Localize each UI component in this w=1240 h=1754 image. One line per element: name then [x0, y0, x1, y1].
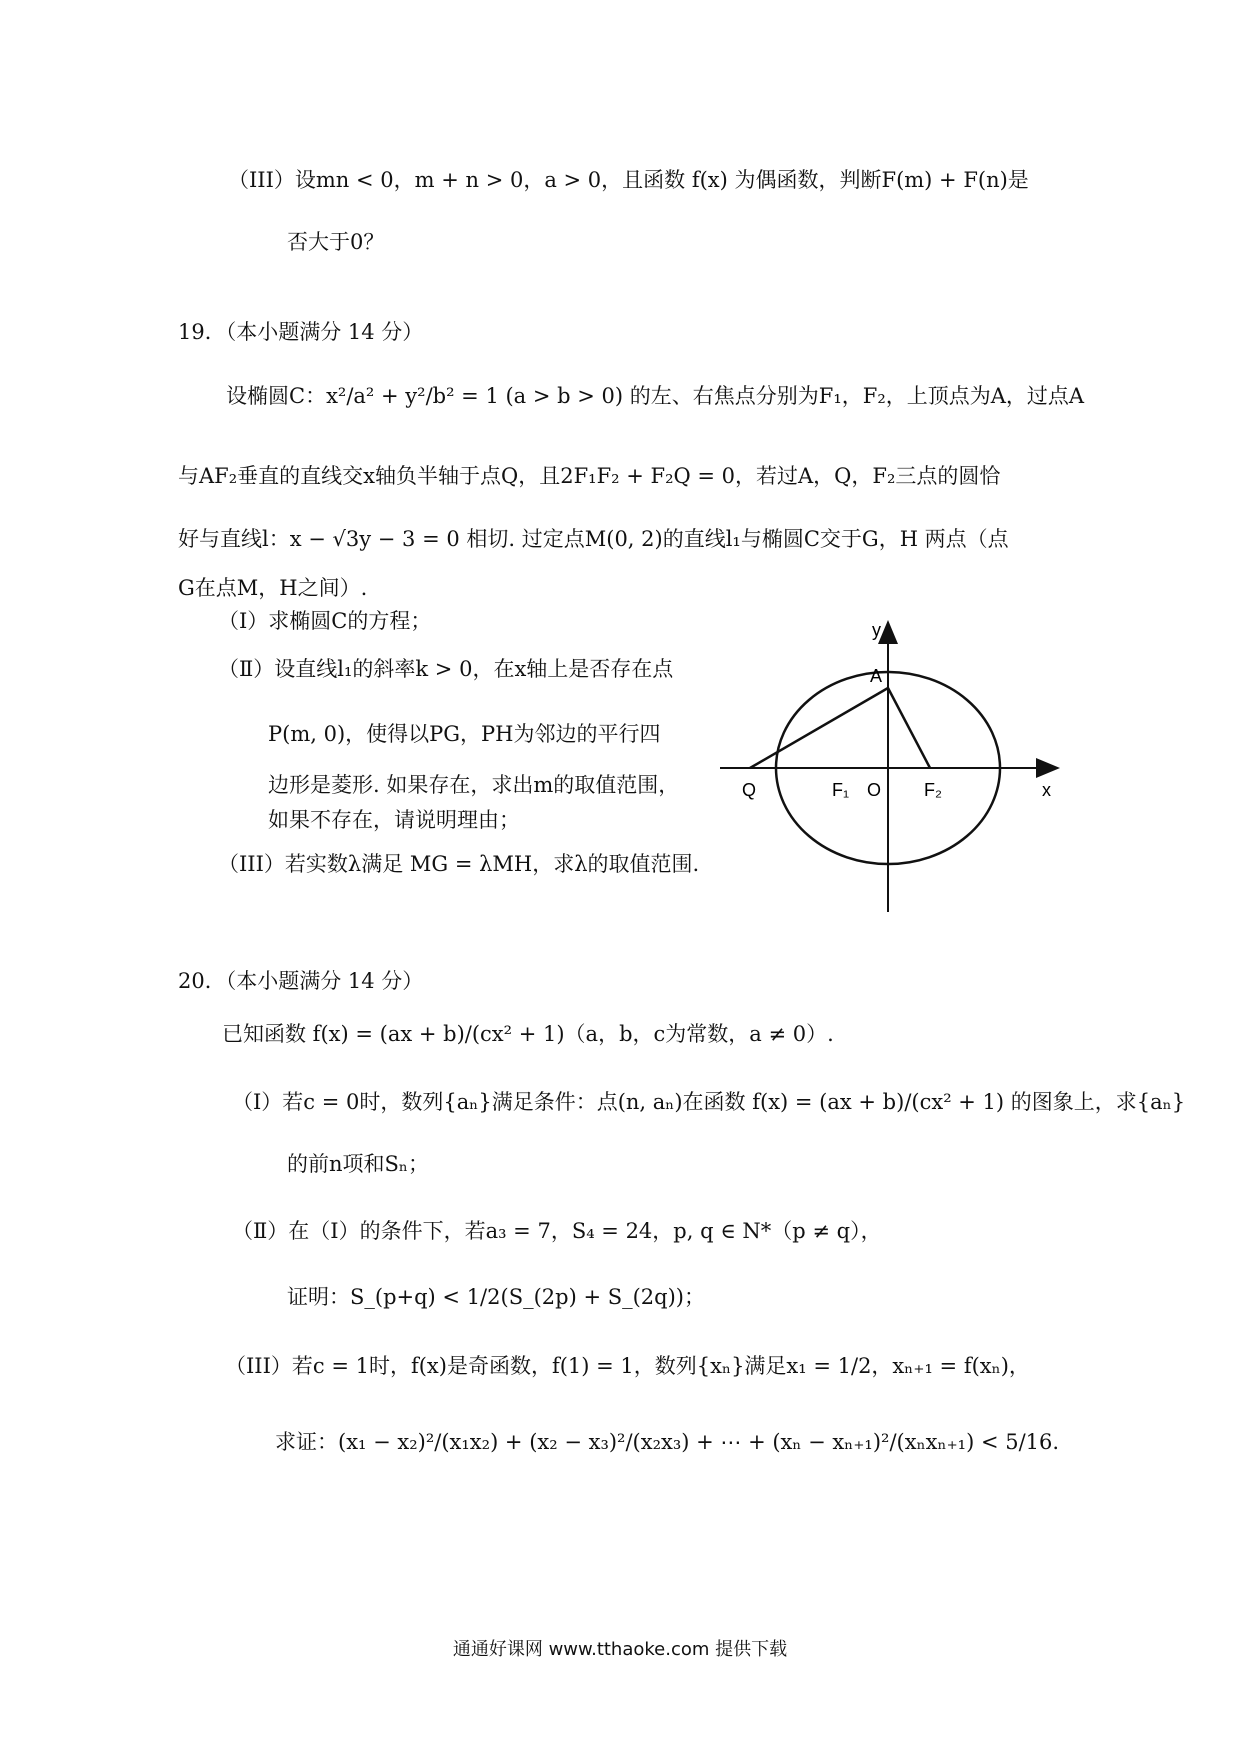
q19-part2-line4: 如果不存在，请说明理由； [268, 808, 520, 832]
segment-af2 [888, 688, 930, 768]
label-q: Q [742, 780, 757, 800]
page-footer: 通通好课网 www.tthaoke.com 提供下载 [452, 1639, 788, 1660]
q19-line1: 设椭圆C：x²/a² + y²/b² = 1 (a > b > 0) 的左、右焦点分别为F₁，F₂，上顶点为A，过点A [226, 384, 1085, 408]
q19-part2-line2: P(m, 0)，使得以PG，PH为邻边的平行四 [268, 722, 661, 746]
q19-part1: （Ⅰ）求椭圆C的方程； [218, 609, 432, 633]
label-y: y [872, 620, 881, 640]
label-a: A [870, 666, 883, 686]
part3-line1: （III）设mn < 0，m + n > 0，a > 0，且函数 f(x) 为偶函数，判断F(m) + F(n)是 [228, 168, 1029, 192]
q20-part2-line1: （Ⅱ）在（Ⅰ）的条件下，若a₃ = 7，S₄ = 24，p, q ∈ N*（p ≠ q）， [232, 1219, 882, 1243]
q20-header: 20．（本小题满分 14 分） [178, 969, 424, 993]
q19-line4: G在点M，H之间）. [178, 576, 368, 600]
q19-part3: （III）若实数λ满足 MG = λMH，求λ的取值范围. [218, 852, 700, 876]
q19-part2-line3: 边形是菱形. 如果存在，求出m的取值范围， [268, 773, 680, 797]
q20-part2-line2: 证明：S_(p+q) < 1/2(S_(2p) + S_(2q))； [287, 1285, 705, 1309]
segment-qa [750, 688, 888, 768]
q19-header: 19．（本小题满分 14 分） [178, 320, 424, 344]
q20-line1: 已知函数 f(x) = (ax + b)/(cx² + 1)（a，b，c为常数，a ≠ 0）. [222, 1022, 834, 1046]
label-o: O [867, 780, 882, 800]
part3-line2: 否大于0？ [287, 230, 385, 254]
q20-part1-line1: （Ⅰ）若c = 0时，数列{aₙ}满足条件：点(n, aₙ)在函数 f(x) = (ax + b)/(cx² + 1) 的图象上，求{aₙ} [232, 1090, 1186, 1114]
label-f1: F₁ [832, 780, 850, 800]
q20-part1-line2: 的前n项和Sₙ； [287, 1152, 429, 1176]
label-x: x [1042, 780, 1051, 800]
q19-line2: 与AF₂垂直的直线交x轴负半轴于点Q，且2F₁F₂ + F₂Q = 0，若过A，Q，F₂三点的圆恰 [178, 464, 1001, 488]
q19-line3: 好与直线l：x − √3y − 3 = 0 相切. 过定点M(0, 2)的直线l₁与椭圆C交于G，H 两点（点 [178, 527, 1009, 551]
q19-part2-line1: （Ⅱ）设直线l₁的斜率k > 0，在x轴上是否存在点 [218, 657, 674, 681]
q20-part3-line1: （III）若c = 1时，f(x)是奇函数，f(1) = 1，数列{xₙ}满足x₁ = 1/2，xₙ₊₁ = f(xₙ)， [225, 1354, 1030, 1378]
q20-part3-line2: 求证：(x₁ − x₂)²/(x₁x₂) + (x₂ − x₃)²/(x₂x₃) + ⋯ + (xₙ − xₙ₊₁)²/(xₙxₙ₊₁) < 5/16. [275, 1430, 1060, 1454]
ellipse-figure [720, 612, 1080, 912]
label-f2: F₂ [924, 780, 942, 800]
